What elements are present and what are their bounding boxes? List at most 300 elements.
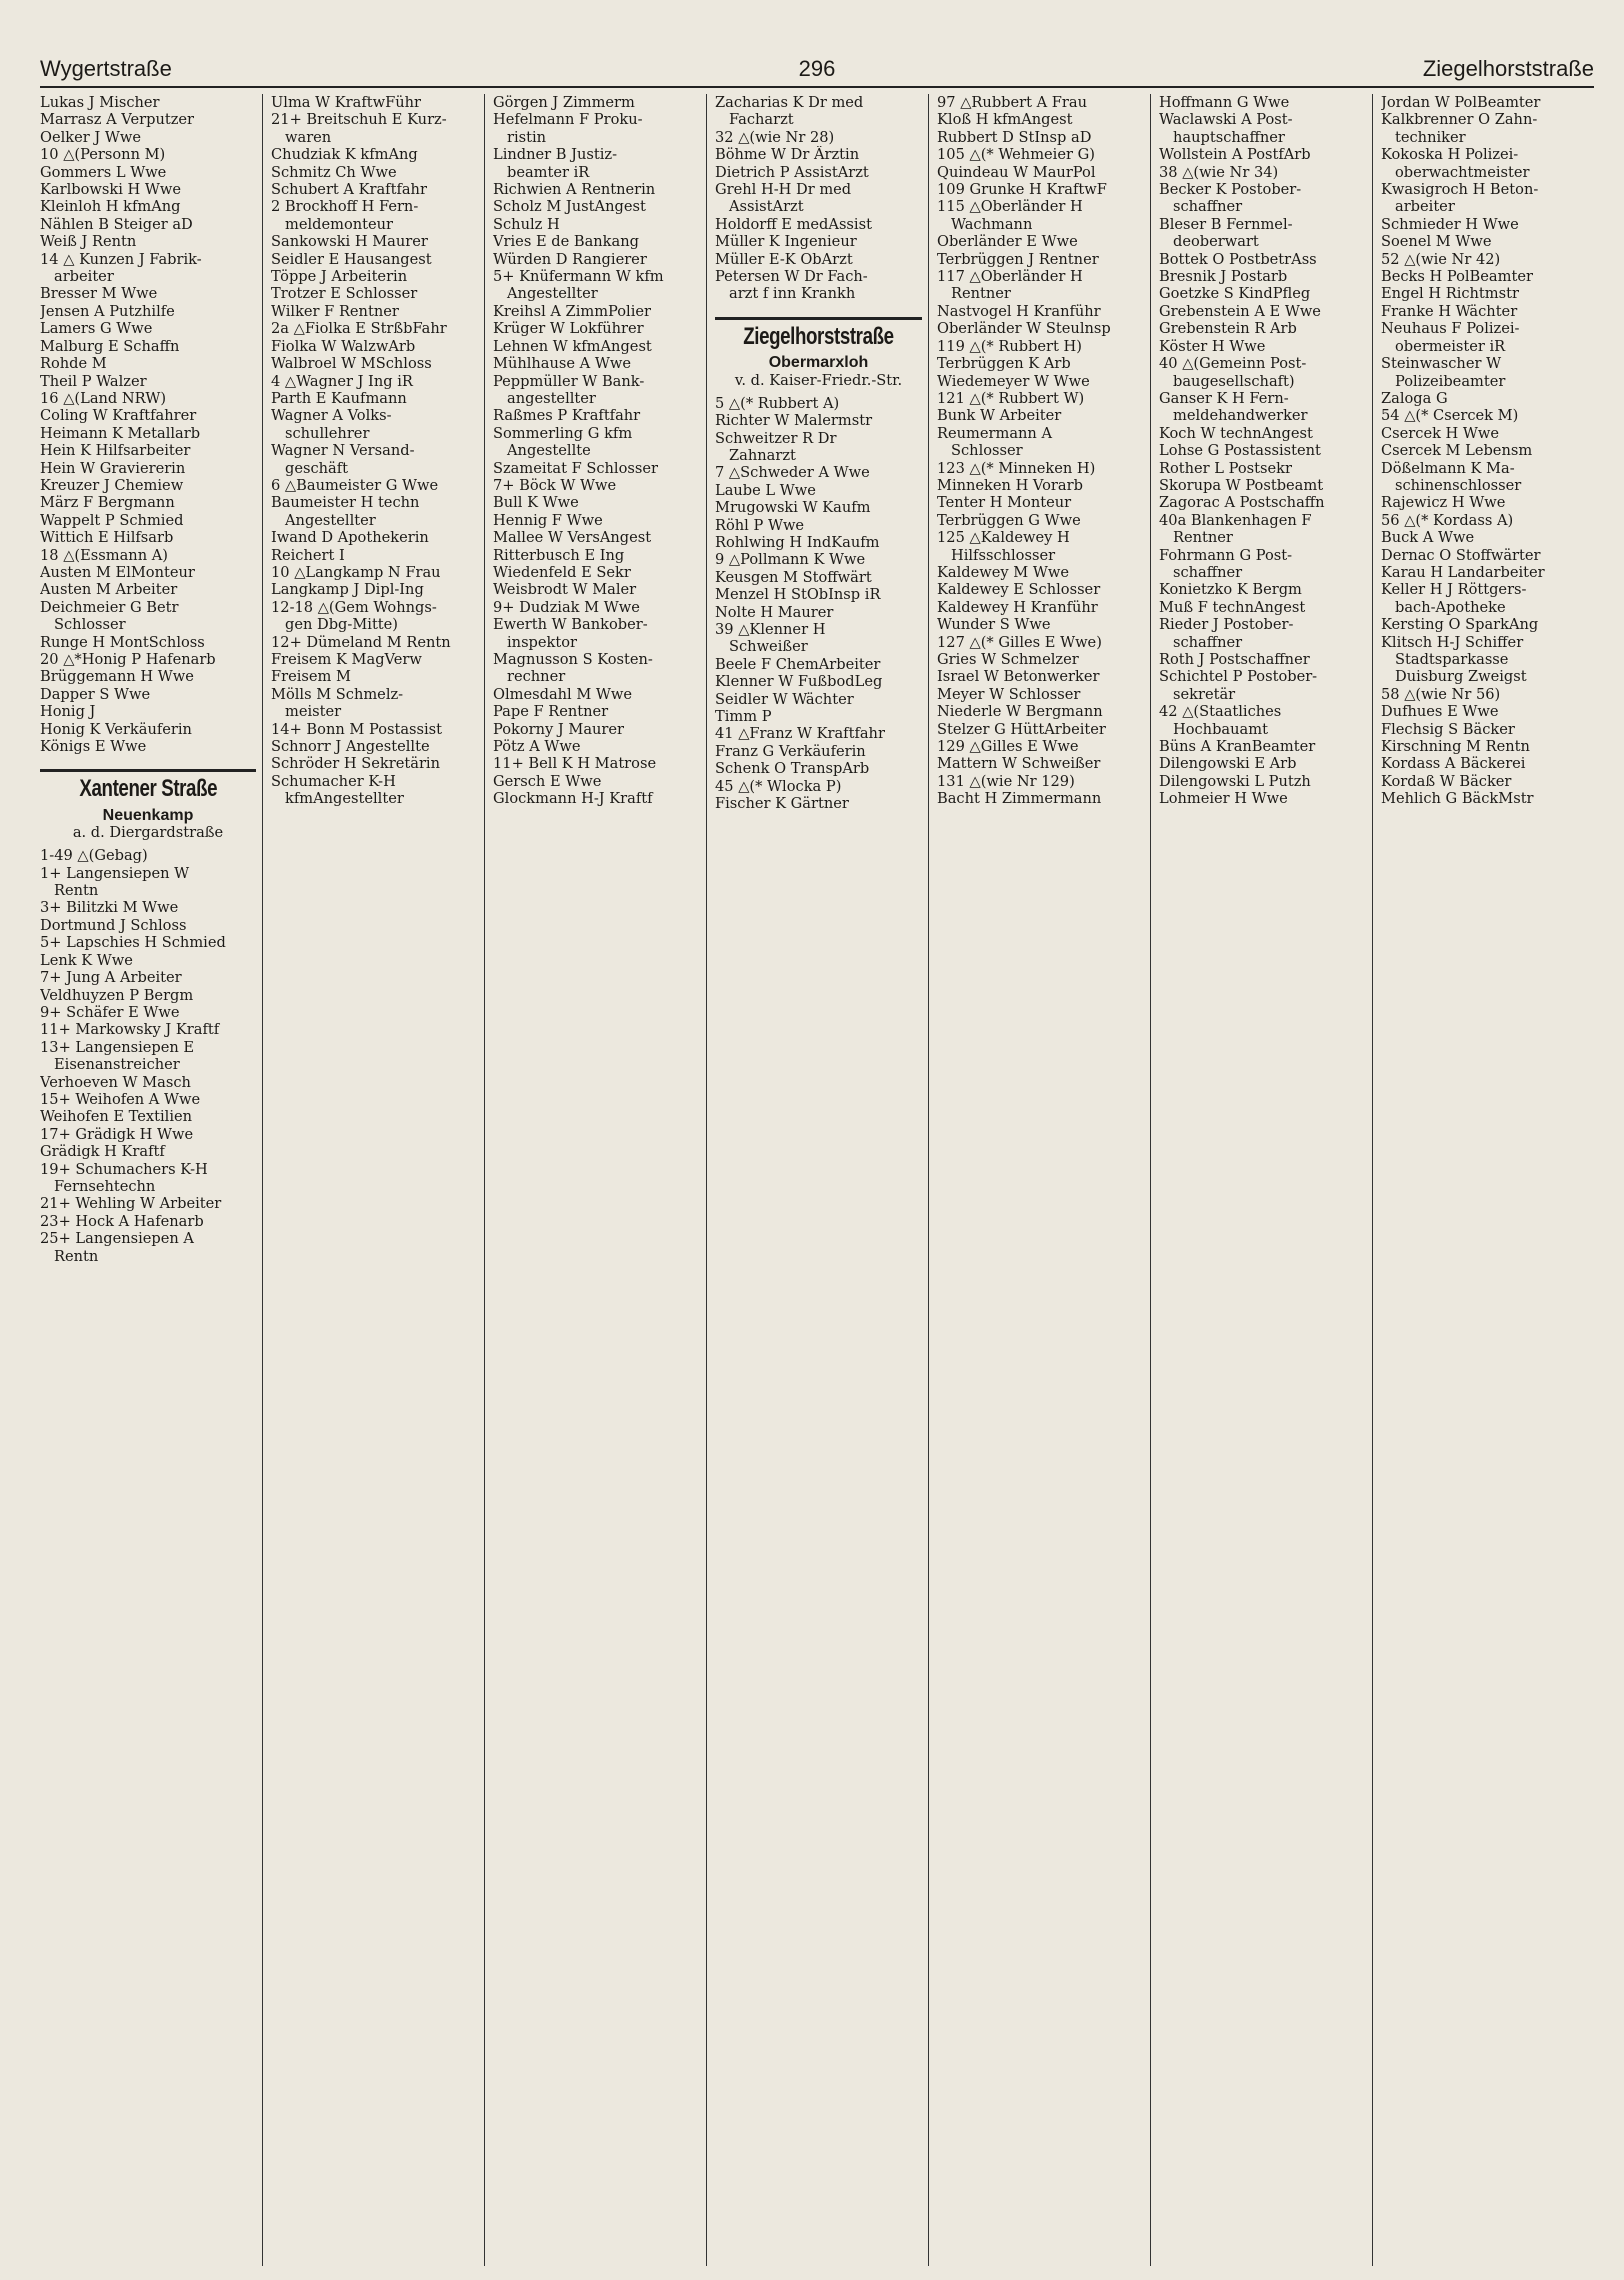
directory-entry: Vries E de Bankang (493, 233, 639, 251)
directory-entry: Pape F Rentner (493, 703, 609, 721)
directory-entry: Wollstein A PostfArb (1159, 146, 1311, 164)
directory-entry: Kreihsl A ZimmPolier (493, 302, 652, 320)
directory-entry: Kersting O SparkAng (1381, 616, 1539, 634)
directory-entry: meldemonteur (285, 215, 394, 233)
directory-entry: Röhl P Wwe (715, 516, 805, 534)
directory-entry: 20 △*Honig P Hafenarb (40, 651, 216, 668)
directory-entry: Bottek O PostbetrAss (1159, 250, 1317, 268)
street-range: a. d. Diergardstraße (72, 824, 224, 842)
directory-entry: beamter iR (507, 163, 590, 181)
directory-entry: Grädigk H Kraftf (40, 1143, 165, 1161)
directory-entry: Dietrich P AssistArzt (715, 163, 869, 181)
directory-entry: meldehandwerker (1173, 407, 1308, 425)
directory-entry: meister (285, 703, 342, 721)
directory-entry: Dortmund J Schloss (40, 916, 187, 934)
directory-entry: Menzel H StObInsp iR (715, 586, 881, 604)
directory-entry: hauptschaffner (1173, 128, 1285, 146)
directory-entry: 15+ Weihofen A Wwe (40, 1090, 201, 1108)
directory-entry: Gommers L Wwe (40, 163, 167, 181)
directory-entry: Böhme W Dr Ärztin (715, 146, 860, 164)
directory-entry: 7 △Schweder A Wwe (715, 464, 870, 482)
directory-entry: Terbrüggen J Rentner (937, 250, 1099, 268)
directory-entry: Keller H J Röttgers- (1381, 581, 1527, 599)
directory-entry: Runge H MontSchloss (40, 633, 205, 651)
directory-entry: Bull K Wwe (493, 494, 579, 512)
directory-entry: Rohlwing H IndKaufm (715, 533, 880, 551)
directory-entry: Iwand D Apothekerin (271, 529, 429, 547)
directory-entry: Weiß J Rentn (40, 233, 137, 251)
directory-entry: Mattern W Schweißer (937, 755, 1101, 773)
directory-entry: 123 △(* Minneken H) (937, 459, 1096, 477)
street-district: Obermarxloh (768, 354, 869, 372)
directory-entry: Kalkbrenner O Zahn- (1381, 111, 1538, 129)
directory-entry: 14 △ Kunzen J Fabrik- (40, 250, 202, 268)
directory-entry: schullehrer (285, 424, 370, 442)
directory-entry: Wilker F Rentner (271, 302, 399, 320)
directory-entry: Minneken H Vorarb (937, 476, 1083, 494)
directory-entry: Rohde M (40, 355, 107, 373)
directory-entry: Polizeibeamter (1395, 372, 1506, 390)
directory-entry: Rentn (54, 882, 99, 900)
directory-entry: Hefelmann F Proku- (493, 111, 643, 129)
directory-entry: Honig K Verkäuferin (40, 720, 192, 738)
directory-entry: Franke H Wächter (1381, 302, 1518, 320)
directory-entry: Dilengowski L Putzh (1159, 772, 1311, 790)
directory-entry: AssistArzt (729, 198, 804, 216)
directory-entry: Skorupa W Postbeamt (1159, 476, 1324, 494)
directory-entry: Austen M Arbeiter (40, 581, 178, 599)
directory-entry: Rajewicz H Wwe (1381, 494, 1506, 512)
directory-entry: Csercek H Wwe (1381, 424, 1500, 442)
directory-entry: Lindner B Justiz- (493, 146, 618, 164)
page-number: 296 (798, 56, 836, 81)
directory-entry: baugesellschaft) (1173, 372, 1295, 390)
directory-entry: Schichtel P Postober- (1159, 668, 1318, 686)
directory-entry: angestellter (507, 389, 596, 407)
directory-entry: Schmieder H Wwe (1381, 215, 1519, 233)
directory-entry: Fischer K Gärtner (715, 795, 849, 813)
directory-entry: 127 △(* Gilles E Wwe) (937, 633, 1102, 651)
directory-entry: Bresnik J Postarb (1159, 268, 1288, 286)
directory-column (40, 94, 262, 2266)
directory-entry: Gries W Schmelzer (937, 651, 1079, 668)
directory-entry: Lukas J Mischer (40, 94, 160, 111)
directory-entry: Nastvogel H Kranführ (937, 302, 1101, 320)
directory-entry: Mühlhause A Wwe (493, 355, 631, 373)
directory-entry: Stadtsparkasse (1395, 651, 1509, 668)
directory-entry: Duisburg Zweigst (1395, 668, 1527, 686)
directory-entry: Fiolka W WalzwArb (271, 337, 416, 355)
directory-entry: Schenk O TranspArb (715, 760, 870, 778)
directory-entry: 121 △(* Rubbert W) (937, 389, 1085, 407)
directory-entry: Reumermann A (937, 424, 1052, 442)
directory-entry: Karlbowski H Wwe (40, 181, 181, 199)
directory-entry: Kirschning M Rentn (1381, 738, 1530, 756)
directory-entry: Oberländer W Steulnsp (937, 320, 1111, 338)
directory-column (1372, 94, 1594, 2266)
directory-entry: 7+ Jung A Arbeiter (40, 969, 182, 987)
directory-entry: Klenner W FußbodLeg (715, 673, 883, 691)
directory-entry: Seidler E Hausangest (271, 250, 432, 268)
directory-entry: 38 △(wie Nr 34) (1159, 163, 1279, 181)
running-head (40, 48, 1594, 82)
directory-entry: techniker (1395, 128, 1466, 146)
directory-entry: bach-Apotheke (1395, 598, 1506, 616)
directory-entry: 41 △Franz W Kraftfahr (715, 725, 885, 743)
directory-entry: 119 △(* Rubbert H) (937, 337, 1082, 355)
directory-entry: Lehnen W kfmAngest (493, 337, 652, 355)
directory-entry: Dapper S Wwe (40, 685, 151, 703)
street-title: Ziegelhorststraße (743, 322, 894, 350)
directory-entry: 7+ Böck W Wwe (493, 476, 617, 494)
directory-entry: waren (285, 128, 332, 146)
directory-entry: Kreuzer J Chemiew (40, 476, 184, 494)
directory-entry: deoberwart (1173, 233, 1259, 251)
directory-entry: Kleinloh H kfmAng (40, 198, 181, 216)
directory-entry: Mehlich G BäckMstr (1381, 790, 1534, 808)
directory-entry: Grebenstein R Arb (1159, 320, 1297, 338)
directory-entry: 12-18 △(Gem Wohngs- (271, 598, 437, 616)
directory-entry: Rentner (951, 285, 1011, 303)
directory-entry: Ganser K H Fern- (1159, 389, 1289, 407)
directory-entry: 10 △Langkamp N Frau (271, 563, 441, 581)
directory-entry: Rubbert D StInsp aD (937, 128, 1092, 146)
directory-entry: Israel W Betonwerker (937, 668, 1100, 686)
directory-entry: Steinwascher W (1381, 355, 1502, 373)
directory-entry: Oberländer E Wwe (937, 233, 1078, 251)
directory-entry: Seidler W Wächter (715, 690, 854, 708)
directory-entry: Austen M ElMonteur (40, 563, 195, 581)
directory-entry: Deichmeier G Betr (40, 598, 179, 616)
directory-entry: Kaldewey M Wwe (937, 563, 1069, 581)
directory-entry: Stelzer G HüttArbeiter (937, 720, 1106, 738)
directory-entry: Parth E Kaufmann (271, 389, 407, 407)
directory-entry: rechner (507, 668, 566, 686)
directory-entry: 5+ Lapschies H Schmied (40, 934, 226, 952)
directory-entry: Grehl H-H Dr med (715, 181, 852, 199)
directory-entry: Görgen J Zimmerm (493, 94, 635, 111)
directory-entry: Töppe J Arbeiterin (271, 268, 408, 286)
directory-entry: Weisbrodt W Maler (493, 581, 637, 599)
directory-entry: Verhoeven W Masch (40, 1073, 191, 1091)
directory-entry: Waclawski A Post- (1159, 111, 1293, 129)
head-left-street: Wygertstraße (40, 56, 172, 81)
directory-entry: Schweitzer R Dr (715, 429, 837, 447)
directory-entry: 97 △Rubbert A Frau (937, 94, 1087, 111)
directory-entry: 32 △(wie Nr 28) (715, 128, 835, 146)
directory-entry: Terbrüggen K Arb (937, 355, 1071, 373)
directory-entry: Dößelmann K Ma- (1381, 459, 1515, 477)
directory-entry: 14+ Bonn M Postassist (271, 720, 443, 738)
directory-entry: obermeister iR (1395, 337, 1506, 355)
directory-entry: Wagner A Volks- (271, 407, 392, 425)
directory-entry: Kordass A Bäckerei (1381, 755, 1526, 773)
directory-entry: Goetzke S KindPfleg (1159, 285, 1311, 303)
directory-entry: Chudziak K kfmAng (271, 146, 418, 164)
directory-entry: 23+ Hock A Hafenarb (40, 1212, 204, 1230)
directory-entry: 19+ Schumachers K-H (40, 1160, 208, 1178)
directory-column (262, 94, 484, 2266)
directory-entry: 16 △(Land NRW) (40, 389, 167, 407)
directory-entry: Fohrmann G Post- (1159, 546, 1293, 564)
directory-entry: Schulz H (493, 215, 560, 233)
directory-entry: Wiedemeyer W Wwe (937, 372, 1090, 390)
directory-entry: Muß F technAngest (1159, 598, 1306, 616)
directory-entry: Hoffmann G Wwe (1159, 94, 1290, 111)
directory-entry: Laube L Wwe (715, 481, 816, 499)
directory-entry: Koch W technAngest (1159, 424, 1313, 442)
directory-entry: Becker K Postober- (1159, 181, 1302, 199)
directory-entry: Zahnarzt (729, 446, 796, 464)
directory-entry: Freisem M (271, 668, 351, 686)
directory-entry: 3+ Bilitzki M Wwe (40, 899, 179, 917)
directory-entry: Grebenstein A E Wwe (1159, 302, 1321, 320)
directory-entry: Becks H PolBeamter (1381, 268, 1533, 286)
directory-entry: kfmAngestellter (285, 790, 404, 808)
directory-entry: Engel H Richtmstr (1381, 285, 1519, 303)
directory-entry: Zacharias K Dr med (715, 94, 864, 111)
directory-entry: Honig J (40, 703, 96, 721)
directory-entry: Eisenanstreicher (54, 1056, 180, 1074)
directory-entry: Hilfsschlosser (951, 546, 1056, 564)
directory-entry: 45 △(* Wlocka P) (715, 777, 842, 795)
directory-entry: Heimann K Metallarb (40, 424, 201, 442)
directory-entry: Pötz A Wwe (493, 738, 581, 756)
directory-column (1150, 94, 1372, 2266)
directory-entry: Olmesdahl M Wwe (493, 685, 633, 703)
directory-entry: Ewerth W Bankober- (493, 616, 648, 634)
section-rule (715, 317, 922, 320)
directory-column (928, 94, 1150, 2266)
directory-entry: Fernsehtechn (54, 1177, 156, 1195)
directory-entry: 17+ Grädigk H Wwe (40, 1125, 194, 1143)
directory-entry: 21+ Breitschuh E Kurz- (271, 111, 447, 129)
directory-entry: 117 △Oberländer H (937, 268, 1083, 286)
directory-entry: 11+ Markowsky J Kraftf (40, 1021, 220, 1039)
directory-entry: Wappelt P Schmied (40, 511, 184, 529)
directory-entry: Trotzer E Schlosser (271, 285, 418, 303)
directory-entry: Schweißer (729, 638, 808, 656)
directory-entry: 9+ Dudziak M Wwe (493, 598, 640, 616)
street-section-header (40, 769, 256, 841)
directory-entry: 2a △Fiolka E StrßbFahr (271, 320, 447, 338)
directory-entry: Flechsig S Bäcker (1381, 720, 1515, 738)
directory-entry: Lamers G Wwe (40, 320, 153, 338)
directory-entry: Wittich E Hilfsarb (40, 529, 174, 547)
directory-entry: schaffner (1173, 198, 1243, 216)
directory-entry: 58 △(wie Nr 56) (1381, 685, 1501, 703)
directory-entry: Kloß H kfmAngest (937, 111, 1073, 129)
directory-entry: Glockmann H-J Kraftf (493, 790, 653, 808)
directory-entry: Holdorff E medAssist (715, 215, 872, 233)
directory-entry: Gersch E Wwe (493, 772, 602, 790)
directory-entry: März F Bergmann (40, 494, 175, 512)
directory-entry: Würden D Rangierer (493, 250, 647, 268)
directory-column (706, 94, 928, 2266)
directory-entry: 125 △Kaldewey H (937, 529, 1070, 547)
directory-entry: Karau H Landarbeiter (1381, 563, 1545, 581)
directory-entry: Müller K Ingenieur (715, 233, 857, 251)
directory-entry: Jensen A Putzhilfe (40, 302, 175, 320)
directory-entry: Ritterbusch E Ing (493, 546, 625, 564)
directory-entry: Coling W Kraftfahrer (40, 407, 197, 425)
directory-entry: Nolte H Maurer (715, 603, 834, 621)
directory-entry: Reichert I (271, 546, 345, 564)
directory-entry: 42 △(Staatliches (1159, 703, 1282, 721)
directory-entry: 1+ Langensiepen W (40, 864, 190, 882)
directory-entry: inspektor (507, 633, 578, 651)
directory-entry: Mölls M Schmelz- (271, 685, 404, 703)
directory-entry: 10 △(Personn M) (40, 146, 166, 164)
directory-entry: Königs E Wwe (40, 738, 147, 756)
directory-entry: 54 △(* Csercek M) (1381, 407, 1519, 425)
directory-entry: Bunk W Arbeiter (937, 407, 1062, 425)
directory-entry: 1-49 △(Gebag) (40, 847, 148, 865)
directory-entry: Walbroel W MSchloss (271, 355, 432, 373)
directory-entry: Hein W Graviererin (40, 459, 186, 477)
directory-entry: Franz G Verkäuferin (715, 742, 866, 760)
directory-entry: Brüggemann H Wwe (40, 668, 194, 686)
street-district: Neuenkamp (102, 806, 194, 824)
directory-entry: Jordan W PolBeamter (1381, 94, 1541, 111)
directory-entry: Malburg E Schaffn (40, 337, 180, 355)
directory-entry: Csercek M Lebensm (1381, 442, 1533, 460)
directory-entry: Soenel M Wwe (1381, 233, 1492, 251)
directory-entry: sekretär (1173, 685, 1236, 703)
directory-entry: 25+ Langensiepen A (40, 1230, 194, 1248)
street-title: Xantener Straße (79, 775, 217, 803)
directory-entry: Köster H Wwe (1159, 337, 1266, 355)
directory-entry: Kaldewey H Kranführ (937, 598, 1098, 616)
directory-entry: Szameitat F Schlosser (493, 459, 658, 477)
directory-entry: Keusgen M Stoffwärt (715, 568, 872, 586)
directory-entry: Neuhaus F Polizei- (1381, 320, 1520, 338)
directory-entry: Bresser M Wwe (40, 285, 158, 303)
directory-entry: geschäft (285, 459, 349, 477)
head-right-street: Ziegelhorststraße (1422, 56, 1594, 81)
directory-entry: 12+ Dümeland M Rentn (271, 633, 451, 651)
directory-entry: Richwien A Rentnerin (493, 181, 656, 199)
directory-entry: Schlosser (54, 616, 126, 634)
directory-entry: 5+ Knüfermann W kfm (493, 268, 664, 286)
directory-entry: Schlosser (951, 442, 1023, 460)
directory-entry: Rentn (54, 1247, 99, 1265)
directory-entry: arbeiter (1395, 198, 1455, 216)
directory-entry: Hochbauamt (1173, 720, 1268, 738)
directory-entry: Tenter H Monteur (937, 494, 1072, 512)
directory-entry: 4 △Wagner J Ing iR (271, 372, 413, 390)
directory-entry: Nählen B Steiger aD (40, 215, 193, 233)
directory-entry: Bacht H Zimmermann (937, 790, 1102, 808)
directory-entry: 9+ Schäfer E Wwe (40, 1003, 180, 1021)
directory-entry: 18 △(Essmann A) (40, 546, 168, 564)
directory-entry: Ulma W KraftwFühr (271, 94, 422, 111)
directory-entry: Zagorac A Postschaffn (1159, 494, 1325, 512)
directory-entry: Timm P (715, 708, 772, 725)
directory-entry: Kordaß W Bäcker (1381, 772, 1512, 790)
directory-entry: Schnorr J Angestellte (271, 738, 430, 756)
directory-entry: 40a Blankenhagen F (1159, 511, 1312, 529)
directory-entry: 13+ Langensiepen E (40, 1038, 195, 1056)
directory-entry: Meyer W Schlosser (937, 685, 1081, 703)
directory-entry: schaffner (1173, 633, 1243, 651)
directory-entry: oberwachtmeister (1395, 163, 1530, 181)
header-rule (40, 86, 1594, 88)
directory-entry: 109 Grunke H KraftwF (937, 181, 1107, 199)
directory-entry: Dilengowski E Arb (1159, 755, 1297, 773)
directory-entry: Pokorny J Maurer (493, 720, 625, 738)
directory-entry: Büns A KranBeamter (1159, 738, 1316, 756)
directory-entry: Rother L Postsekr (1159, 459, 1292, 477)
directory-entry: Freisem K MagVerw (271, 651, 422, 668)
directory-entry: Hein K Hilfsarbeiter (40, 442, 191, 460)
directory-entry: Wunder S Wwe (937, 616, 1051, 634)
directory-entry: Krüger W Lokführer (493, 320, 644, 338)
directory-entry: Bleser B Fernmel- (1159, 215, 1293, 233)
directory-entry: 131 △(wie Nr 129) (937, 772, 1075, 790)
directory-entry: Schröder H Sekretärin (271, 755, 440, 773)
directory-entry: Niederle W Bergmann (937, 703, 1103, 721)
directory-entry: 105 △(* Wehmeier G) (937, 146, 1095, 164)
directory-entry: Petersen W Dr Fach- (715, 268, 868, 286)
directory-entry: Kaldewey E Schlosser (937, 581, 1101, 599)
directory-entry: Scholz M JustAngest (493, 198, 646, 216)
directory-entry: Hennig F Wwe (493, 511, 603, 529)
directory-entry: Rentner (1173, 529, 1233, 547)
section-rule (40, 769, 256, 772)
directory-entry: Klitsch H-J Schiffer (1381, 633, 1524, 651)
directory-entry: Dernac O Stoffwärter (1381, 546, 1541, 564)
directory-entry: Marrasz A Verputzer (40, 111, 195, 129)
directory-entry: Lohse G Postassistent (1159, 442, 1321, 460)
directory-entry: Sommerling G kfm (493, 424, 633, 442)
directory-entry: Schumacher K-H (271, 772, 396, 790)
directory-entry: 56 △(* Kordass A) (1381, 511, 1514, 529)
directory-entry: Zaloga G (1381, 389, 1448, 407)
directory-entry: 11+ Bell K H Matrose (493, 755, 657, 773)
directory-entry: Müller E-K ObArzt (715, 250, 853, 268)
directory-entry: schinenschlosser (1395, 476, 1522, 494)
directory-entry: Raßmes P Kraftfahr (493, 407, 641, 425)
directory-entry: Angestellter (285, 511, 376, 529)
directory-entry: Angestellte (507, 442, 591, 460)
directory-entry: Rieder J Postober- (1159, 616, 1294, 634)
directory-entry: Kwasigroch H Beton- (1381, 181, 1539, 199)
directory-entry: gen Dbg-Mitte) (285, 616, 399, 634)
directory-entry: Lohmeier H Wwe (1159, 790, 1288, 808)
directory-entry: Facharzt (729, 111, 794, 129)
directory-entry: Langkamp J Dipl-Ing (271, 581, 424, 599)
directory-entry: 6 △Baumeister G Wwe (271, 476, 439, 494)
directory-entry: Wagner N Versand- (271, 442, 415, 460)
directory-entry: 52 △(wie Nr 42) (1381, 250, 1501, 268)
street-range: v. d. Kaiser-Friedr.-Str. (734, 371, 903, 389)
directory-entry: Oelker J Wwe (40, 128, 141, 146)
directory-entry: Kokoska H Polizei- (1381, 146, 1519, 164)
directory-entry: Wiedenfeld E Sekr (493, 563, 631, 581)
directory-entry: Baumeister H techn (271, 494, 420, 512)
directory-entry: Richter W Malermstr (715, 412, 873, 430)
directory-entry: Schubert A Kraftfahr (271, 181, 427, 199)
directory-entry: Angestellter (507, 285, 598, 303)
directory-entry: schaffner (1173, 563, 1243, 581)
directory-entry: 21+ Wehling W Arbeiter (40, 1195, 222, 1213)
directory-entry: Veldhuyzen P Bergm (40, 986, 194, 1004)
directory-entry: 129 △Gilles E Wwe (937, 738, 1079, 756)
directory-entry: Roth J Postschaffner (1159, 651, 1310, 668)
street-section-header (715, 317, 922, 389)
directory-entry: 5 △(* Rubbert A) (715, 394, 840, 412)
